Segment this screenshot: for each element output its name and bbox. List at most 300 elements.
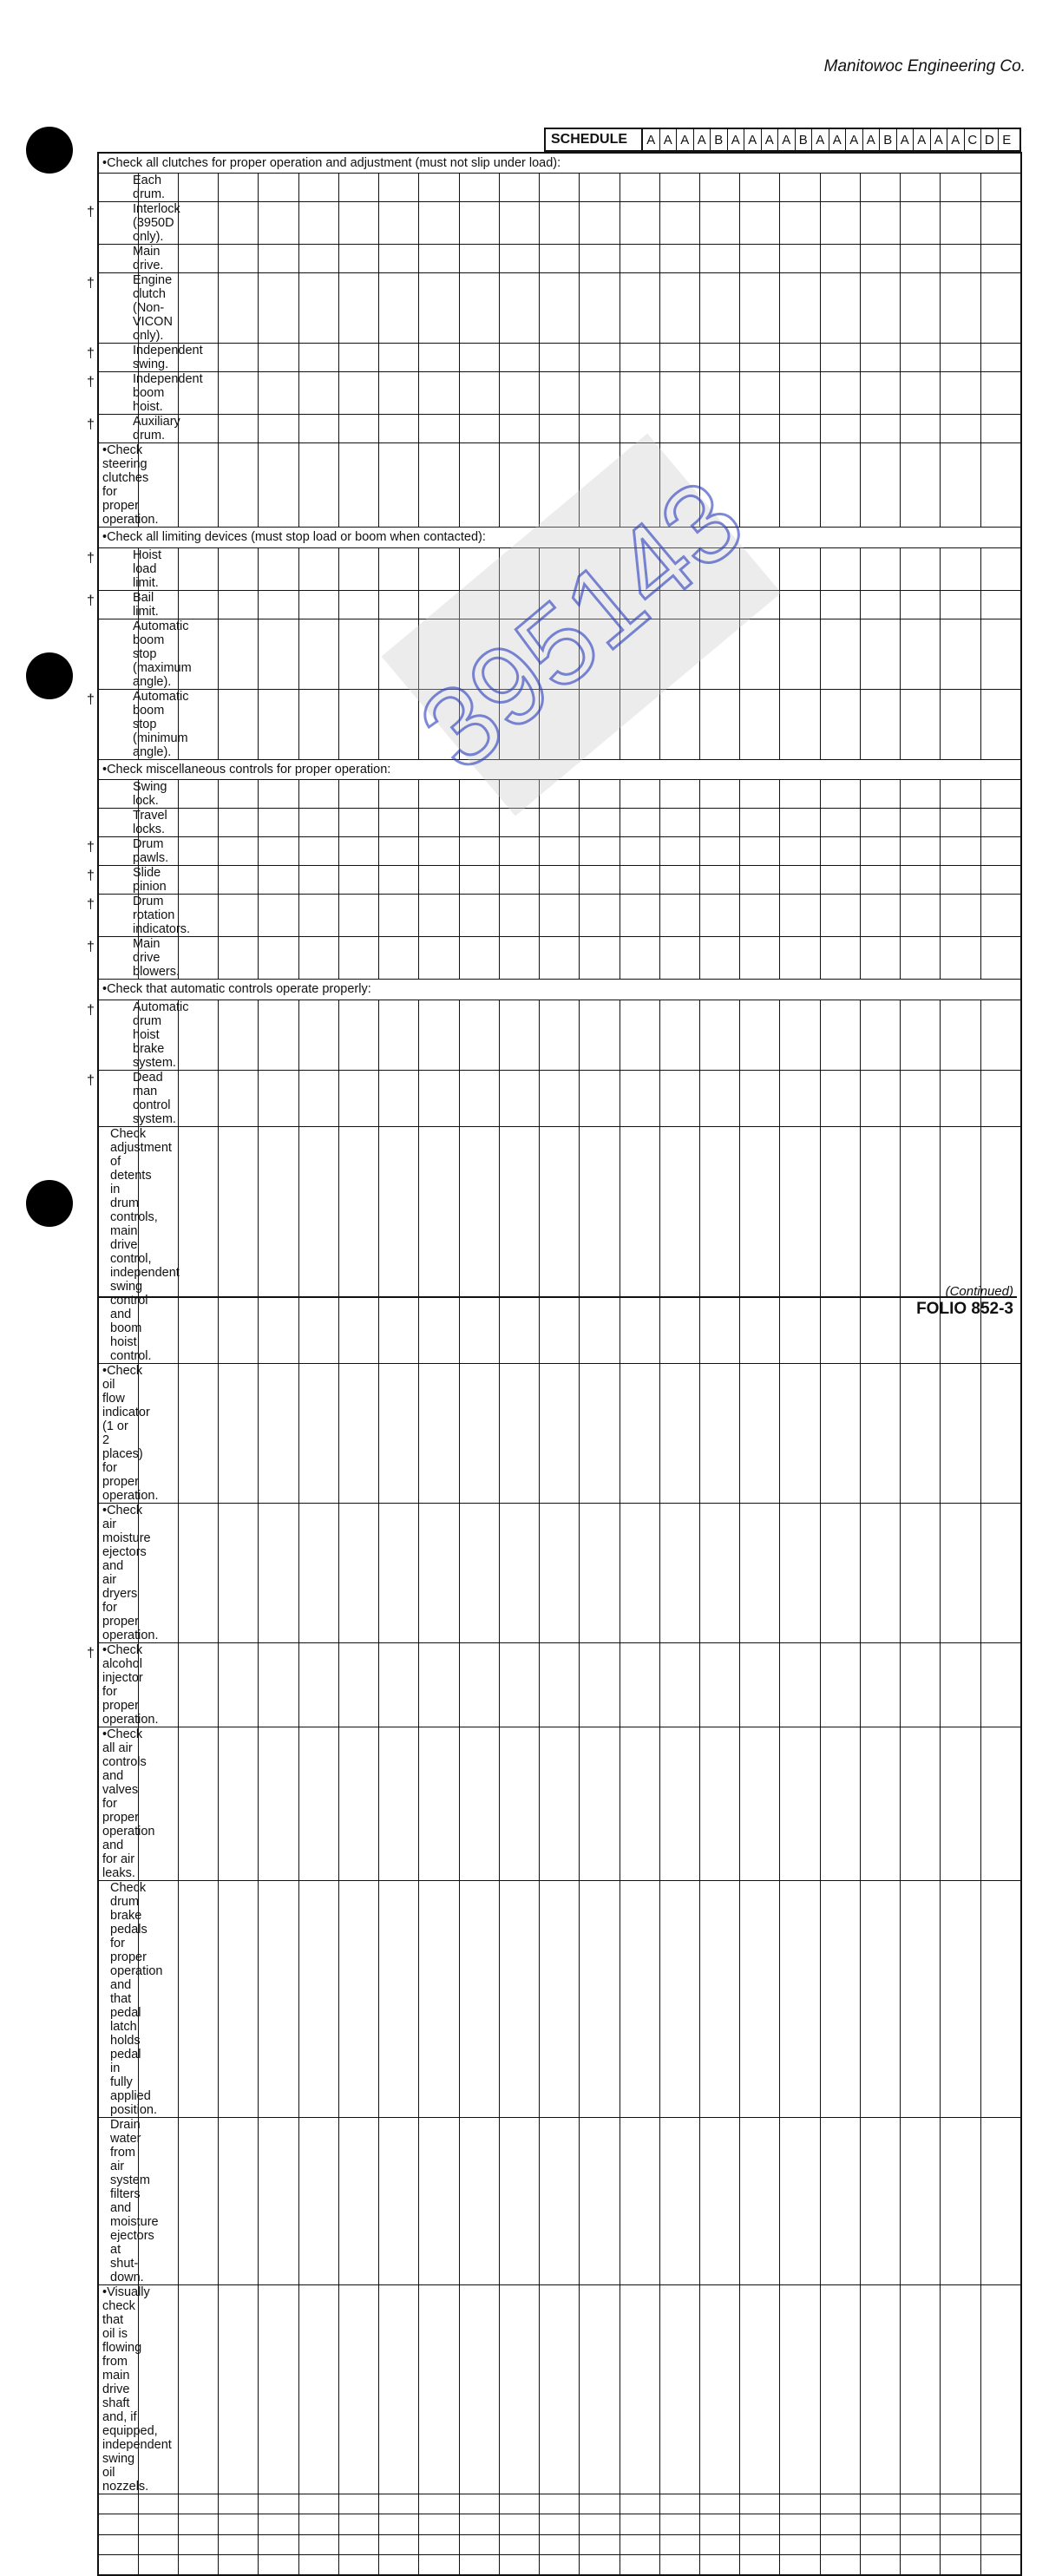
check-box[interactable] — [138, 2284, 178, 2494]
check-box[interactable] — [700, 895, 740, 937]
check-box[interactable] — [259, 780, 298, 809]
check-box[interactable] — [459, 1727, 499, 1880]
check-box[interactable] — [620, 443, 659, 528]
check-box[interactable] — [540, 837, 580, 866]
check-box[interactable] — [740, 1000, 780, 1070]
check-box[interactable] — [499, 1363, 539, 1503]
check-box[interactable] — [419, 937, 459, 980]
check-box[interactable] — [459, 2494, 499, 2514]
check-box[interactable] — [298, 1880, 338, 2117]
check-box[interactable] — [659, 2284, 699, 2494]
check-box[interactable] — [659, 1727, 699, 1880]
check-box[interactable] — [419, 590, 459, 619]
check-box[interactable] — [298, 1642, 338, 1727]
check-box[interactable] — [459, 866, 499, 895]
check-box[interactable] — [901, 2117, 941, 2284]
check-box[interactable] — [459, 174, 499, 202]
check-box[interactable] — [820, 590, 860, 619]
check-box[interactable] — [941, 1642, 980, 1727]
check-box[interactable] — [820, 1880, 860, 2117]
check-box[interactable] — [178, 1070, 218, 1126]
check-box[interactable] — [700, 1642, 740, 1727]
check-box[interactable] — [580, 1363, 620, 1503]
check-box[interactable] — [580, 1000, 620, 1070]
check-box[interactable] — [298, 2494, 338, 2514]
check-box[interactable] — [860, 443, 900, 528]
check-box[interactable] — [178, 273, 218, 344]
check-box[interactable] — [901, 547, 941, 590]
check-box[interactable] — [700, 590, 740, 619]
check-box[interactable] — [419, 619, 459, 689]
check-box[interactable] — [459, 895, 499, 937]
check-box[interactable] — [138, 2514, 178, 2535]
check-box[interactable] — [980, 443, 1021, 528]
check-box[interactable] — [459, 202, 499, 245]
check-box[interactable] — [499, 837, 539, 866]
check-box[interactable] — [379, 1126, 419, 1363]
check-box[interactable] — [540, 2514, 580, 2535]
check-box[interactable] — [138, 1642, 178, 1727]
check-box[interactable] — [700, 2555, 740, 2576]
check-box[interactable] — [860, 590, 900, 619]
check-box[interactable] — [459, 344, 499, 372]
check-box[interactable] — [540, 273, 580, 344]
check-box[interactable] — [901, 415, 941, 443]
check-box[interactable] — [219, 1880, 259, 2117]
check-box[interactable] — [338, 780, 378, 809]
check-box[interactable] — [580, 937, 620, 980]
check-box[interactable] — [298, 547, 338, 590]
check-box[interactable] — [620, 2514, 659, 2535]
check-box[interactable] — [740, 590, 780, 619]
check-box[interactable] — [820, 1503, 860, 1642]
check-box[interactable] — [138, 1727, 178, 1880]
check-box[interactable] — [580, 2534, 620, 2555]
check-box[interactable] — [499, 344, 539, 372]
check-box[interactable] — [700, 2494, 740, 2514]
check-box[interactable] — [580, 2514, 620, 2535]
check-box[interactable] — [298, 937, 338, 980]
check-box[interactable] — [379, 2514, 419, 2535]
check-box[interactable] — [379, 443, 419, 528]
check-box[interactable] — [700, 547, 740, 590]
check-box[interactable] — [219, 1503, 259, 1642]
check-box[interactable] — [138, 1363, 178, 1503]
check-box[interactable] — [820, 547, 860, 590]
check-box[interactable] — [298, 344, 338, 372]
check-box[interactable] — [980, 1727, 1021, 1880]
check-box[interactable] — [659, 1503, 699, 1642]
check-box[interactable] — [860, 174, 900, 202]
check-box[interactable] — [941, 590, 980, 619]
check-box[interactable] — [298, 809, 338, 837]
check-box[interactable] — [820, 344, 860, 372]
check-box[interactable] — [419, 866, 459, 895]
check-box[interactable] — [780, 372, 820, 415]
check-box[interactable] — [178, 1503, 218, 1642]
check-box[interactable] — [901, 780, 941, 809]
check-box[interactable] — [780, 1000, 820, 1070]
check-box[interactable] — [820, 895, 860, 937]
check-box[interactable] — [740, 2284, 780, 2494]
check-box[interactable] — [459, 443, 499, 528]
check-box[interactable] — [780, 174, 820, 202]
check-box[interactable] — [901, 245, 941, 273]
check-box[interactable] — [980, 689, 1021, 759]
check-box[interactable] — [259, 895, 298, 937]
check-box[interactable] — [219, 809, 259, 837]
check-box[interactable] — [459, 1126, 499, 1363]
check-box[interactable] — [620, 2284, 659, 2494]
check-box[interactable] — [138, 2494, 178, 2514]
check-box[interactable] — [219, 1070, 259, 1126]
check-box[interactable] — [298, 1000, 338, 1070]
check-box[interactable] — [338, 1126, 378, 1363]
check-box[interactable] — [740, 174, 780, 202]
check-box[interactable] — [700, 2534, 740, 2555]
check-box[interactable] — [178, 866, 218, 895]
check-box[interactable] — [540, 2534, 580, 2555]
check-box[interactable] — [419, 443, 459, 528]
check-box[interactable] — [740, 895, 780, 937]
check-box[interactable] — [659, 1070, 699, 1126]
check-box[interactable] — [901, 202, 941, 245]
check-box[interactable] — [379, 273, 419, 344]
check-box[interactable] — [620, 837, 659, 866]
check-box[interactable] — [459, 1363, 499, 1503]
check-box[interactable] — [780, 619, 820, 689]
check-box[interactable] — [219, 2494, 259, 2514]
check-box[interactable] — [659, 689, 699, 759]
check-box[interactable] — [980, 590, 1021, 619]
check-box[interactable] — [901, 590, 941, 619]
check-box[interactable] — [620, 1503, 659, 1642]
check-box[interactable] — [980, 2284, 1021, 2494]
check-box[interactable] — [219, 2534, 259, 2555]
check-box[interactable] — [941, 1126, 980, 1363]
check-box[interactable] — [540, 895, 580, 937]
check-box[interactable] — [219, 202, 259, 245]
check-box[interactable] — [620, 2494, 659, 2514]
check-box[interactable] — [820, 2117, 860, 2284]
check-box[interactable] — [620, 780, 659, 809]
check-box[interactable] — [941, 1503, 980, 1642]
check-box[interactable] — [419, 1070, 459, 1126]
check-box[interactable] — [219, 937, 259, 980]
check-box[interactable] — [379, 415, 419, 443]
check-box[interactable] — [219, 344, 259, 372]
check-box[interactable] — [178, 1642, 218, 1727]
check-box[interactable] — [700, 174, 740, 202]
check-box[interactable] — [901, 1126, 941, 1363]
check-box[interactable] — [620, 415, 659, 443]
check-box[interactable] — [379, 1642, 419, 1727]
check-box[interactable] — [459, 1070, 499, 1126]
check-box[interactable] — [540, 809, 580, 837]
check-box[interactable] — [219, 2117, 259, 2284]
check-box[interactable] — [540, 1070, 580, 1126]
check-box[interactable] — [700, 1000, 740, 1070]
check-box[interactable] — [860, 273, 900, 344]
check-box[interactable] — [178, 590, 218, 619]
check-box[interactable] — [659, 1126, 699, 1363]
check-box[interactable] — [700, 1503, 740, 1642]
check-box[interactable] — [379, 895, 419, 937]
check-box[interactable] — [298, 895, 338, 937]
check-box[interactable] — [540, 590, 580, 619]
check-box[interactable] — [580, 1503, 620, 1642]
check-box[interactable] — [980, 895, 1021, 937]
check-box[interactable] — [941, 2284, 980, 2494]
check-box[interactable] — [298, 2534, 338, 2555]
check-box[interactable] — [499, 866, 539, 895]
check-box[interactable] — [459, 415, 499, 443]
check-box[interactable] — [580, 2117, 620, 2284]
check-box[interactable] — [820, 174, 860, 202]
check-box[interactable] — [941, 895, 980, 937]
check-box[interactable] — [780, 2494, 820, 2514]
check-box[interactable] — [980, 780, 1021, 809]
check-box[interactable] — [740, 443, 780, 528]
check-box[interactable] — [499, 2117, 539, 2284]
check-box[interactable] — [219, 2555, 259, 2576]
check-box[interactable] — [540, 1880, 580, 2117]
check-box[interactable] — [178, 837, 218, 866]
check-box[interactable] — [780, 866, 820, 895]
check-box[interactable] — [980, 1000, 1021, 1070]
check-box[interactable] — [700, 2284, 740, 2494]
check-box[interactable] — [338, 174, 378, 202]
check-box[interactable] — [980, 202, 1021, 245]
check-box[interactable] — [980, 809, 1021, 837]
check-box[interactable] — [659, 273, 699, 344]
check-box[interactable] — [259, 1727, 298, 1880]
check-box[interactable] — [379, 619, 419, 689]
check-box[interactable] — [740, 344, 780, 372]
check-box[interactable] — [820, 202, 860, 245]
check-box[interactable] — [338, 2555, 378, 2576]
check-box[interactable] — [259, 1880, 298, 2117]
check-box[interactable] — [620, 1642, 659, 1727]
check-box[interactable] — [780, 1363, 820, 1503]
check-box[interactable] — [219, 1000, 259, 1070]
check-box[interactable] — [740, 689, 780, 759]
check-box[interactable] — [580, 895, 620, 937]
check-box[interactable] — [419, 372, 459, 415]
check-box[interactable] — [740, 2117, 780, 2284]
check-box[interactable] — [459, 245, 499, 273]
check-box[interactable] — [298, 273, 338, 344]
check-box[interactable] — [700, 1727, 740, 1880]
check-box[interactable] — [540, 174, 580, 202]
check-box[interactable] — [580, 1727, 620, 1880]
check-box[interactable] — [219, 174, 259, 202]
check-box[interactable] — [338, 2117, 378, 2284]
check-box[interactable] — [700, 1126, 740, 1363]
check-box[interactable] — [580, 2284, 620, 2494]
check-box[interactable] — [620, 1880, 659, 2117]
check-box[interactable] — [178, 780, 218, 809]
check-box[interactable] — [780, 1070, 820, 1126]
check-box[interactable] — [820, 443, 860, 528]
check-box[interactable] — [780, 1880, 820, 2117]
check-box[interactable] — [620, 372, 659, 415]
check-box[interactable] — [499, 547, 539, 590]
check-box[interactable] — [499, 2514, 539, 2535]
check-box[interactable] — [659, 372, 699, 415]
check-box[interactable] — [540, 780, 580, 809]
check-box[interactable] — [259, 344, 298, 372]
check-box[interactable] — [820, 937, 860, 980]
check-box[interactable] — [700, 2117, 740, 2284]
check-box[interactable] — [338, 2534, 378, 2555]
check-box[interactable] — [259, 2555, 298, 2576]
check-box[interactable] — [941, 2514, 980, 2535]
check-box[interactable] — [700, 937, 740, 980]
check-box[interactable] — [980, 866, 1021, 895]
check-box[interactable] — [901, 809, 941, 837]
check-box[interactable] — [820, 1727, 860, 1880]
check-box[interactable] — [700, 809, 740, 837]
check-box[interactable] — [780, 2555, 820, 2576]
check-box[interactable] — [780, 2514, 820, 2535]
check-box[interactable] — [901, 2534, 941, 2555]
check-box[interactable] — [178, 2534, 218, 2555]
check-box[interactable] — [138, 2555, 178, 2576]
check-box[interactable] — [178, 2555, 218, 2576]
check-box[interactable] — [780, 273, 820, 344]
check-box[interactable] — [298, 2514, 338, 2535]
check-box[interactable] — [499, 780, 539, 809]
check-box[interactable] — [259, 837, 298, 866]
check-box[interactable] — [259, 174, 298, 202]
check-box[interactable] — [780, 590, 820, 619]
check-box[interactable] — [419, 1363, 459, 1503]
check-box[interactable] — [259, 372, 298, 415]
check-box[interactable] — [499, 1503, 539, 1642]
check-box[interactable] — [540, 1727, 580, 1880]
check-box[interactable] — [980, 415, 1021, 443]
check-box[interactable] — [780, 937, 820, 980]
check-box[interactable] — [820, 273, 860, 344]
check-box[interactable] — [338, 2494, 378, 2514]
check-box[interactable] — [980, 1642, 1021, 1727]
check-box[interactable] — [338, 2284, 378, 2494]
check-box[interactable] — [540, 1126, 580, 1363]
check-box[interactable] — [941, 1363, 980, 1503]
check-box[interactable] — [980, 1070, 1021, 1126]
check-box[interactable] — [780, 1503, 820, 1642]
check-box[interactable] — [740, 1642, 780, 1727]
check-box[interactable] — [219, 590, 259, 619]
check-box[interactable] — [259, 1000, 298, 1070]
check-box[interactable] — [540, 1363, 580, 1503]
check-box[interactable] — [459, 1503, 499, 1642]
check-box[interactable] — [659, 202, 699, 245]
check-box[interactable] — [620, 619, 659, 689]
check-box[interactable] — [659, 547, 699, 590]
check-box[interactable] — [298, 837, 338, 866]
check-box[interactable] — [780, 415, 820, 443]
check-box[interactable] — [860, 415, 900, 443]
check-box[interactable] — [620, 689, 659, 759]
check-box[interactable] — [540, 2555, 580, 2576]
check-box[interactable] — [620, 344, 659, 372]
check-box[interactable] — [379, 1070, 419, 1126]
check-box[interactable] — [379, 2555, 419, 2576]
check-box[interactable] — [259, 245, 298, 273]
check-box[interactable] — [820, 1126, 860, 1363]
check-box[interactable] — [901, 2555, 941, 2576]
check-box[interactable] — [700, 780, 740, 809]
check-box[interactable] — [499, 689, 539, 759]
check-box[interactable] — [901, 937, 941, 980]
check-box[interactable] — [338, 866, 378, 895]
check-box[interactable] — [820, 809, 860, 837]
check-box[interactable] — [338, 202, 378, 245]
check-box[interactable] — [780, 1642, 820, 1727]
check-box[interactable] — [740, 866, 780, 895]
check-box[interactable] — [219, 866, 259, 895]
check-box[interactable] — [178, 1727, 218, 1880]
check-box[interactable] — [659, 780, 699, 809]
check-box[interactable] — [259, 2514, 298, 2535]
check-box[interactable] — [540, 372, 580, 415]
check-box[interactable] — [540, 344, 580, 372]
check-box[interactable] — [980, 837, 1021, 866]
check-box[interactable] — [459, 2284, 499, 2494]
check-box[interactable] — [459, 937, 499, 980]
check-box[interactable] — [459, 689, 499, 759]
check-box[interactable] — [298, 1363, 338, 1503]
check-box[interactable] — [259, 202, 298, 245]
check-box[interactable] — [820, 866, 860, 895]
check-box[interactable] — [860, 2514, 900, 2535]
check-box[interactable] — [138, 1126, 178, 1363]
check-box[interactable] — [659, 2555, 699, 2576]
check-box[interactable] — [740, 245, 780, 273]
check-box[interactable] — [178, 174, 218, 202]
check-box[interactable] — [499, 2555, 539, 2576]
check-box[interactable] — [379, 809, 419, 837]
check-box[interactable] — [219, 619, 259, 689]
check-box[interactable] — [820, 1000, 860, 1070]
check-box[interactable] — [659, 619, 699, 689]
check-box[interactable] — [338, 273, 378, 344]
check-box[interactable] — [259, 273, 298, 344]
check-box[interactable] — [419, 2555, 459, 2576]
check-box[interactable] — [379, 2117, 419, 2284]
check-box[interactable] — [901, 372, 941, 415]
check-box[interactable] — [219, 1727, 259, 1880]
check-box[interactable] — [298, 1070, 338, 1126]
check-box[interactable] — [659, 866, 699, 895]
check-box[interactable] — [459, 2555, 499, 2576]
check-box[interactable] — [860, 619, 900, 689]
check-box[interactable] — [700, 866, 740, 895]
check-box[interactable] — [941, 780, 980, 809]
check-box[interactable] — [620, 1727, 659, 1880]
check-box[interactable] — [540, 415, 580, 443]
check-box[interactable] — [980, 1503, 1021, 1642]
check-box[interactable] — [941, 689, 980, 759]
check-box[interactable] — [820, 1070, 860, 1126]
check-box[interactable] — [379, 780, 419, 809]
check-box[interactable] — [499, 809, 539, 837]
check-box[interactable] — [780, 780, 820, 809]
check-box[interactable] — [419, 809, 459, 837]
check-box[interactable] — [901, 1363, 941, 1503]
